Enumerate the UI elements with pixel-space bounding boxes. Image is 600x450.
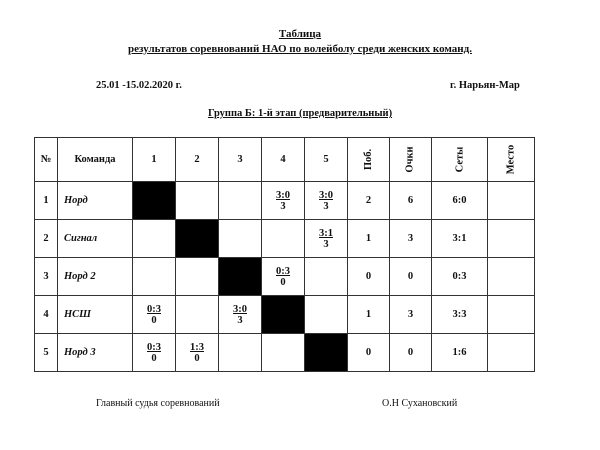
table-row	[35, 258, 535, 296]
row-wins: 1	[348, 220, 390, 258]
row-points: 6	[390, 182, 432, 220]
match-score: 0:3	[276, 265, 290, 277]
match-points: 0	[151, 352, 157, 364]
row-num: 5	[35, 334, 58, 372]
row-sets: 1:6	[432, 334, 488, 372]
chief-judge-title: Главный судья соревнований	[96, 398, 220, 409]
match-points: 0	[280, 276, 286, 288]
results-table	[34, 137, 535, 372]
score-cell	[219, 220, 262, 258]
group-title: Группа Б: 1-й этап (предварительный)	[207, 108, 393, 119]
row-place	[488, 182, 535, 220]
row-points: 3	[390, 296, 432, 334]
table-row	[35, 296, 535, 334]
table-row	[35, 334, 535, 372]
score-cell	[133, 220, 176, 258]
row-sets: 3:3	[432, 296, 488, 334]
score-cell	[219, 334, 262, 372]
self-cell	[305, 334, 348, 372]
row-wins: 2	[348, 182, 390, 220]
score-cell	[219, 182, 262, 220]
table-row	[35, 182, 535, 220]
header-col-4: 4	[262, 138, 305, 182]
match-score: 3:0	[233, 303, 247, 315]
match-points: 3	[323, 200, 329, 212]
match-score: 0:3	[147, 303, 161, 315]
header-points-label: Очки	[404, 146, 416, 173]
row-num: 4	[35, 296, 58, 334]
score-cell	[219, 296, 262, 334]
header-col-2: 2	[176, 138, 219, 182]
header-sets-label: Сеты	[453, 146, 465, 173]
row-num: 2	[35, 220, 58, 258]
score-cell	[305, 220, 348, 258]
header-num: №	[35, 138, 58, 182]
match-points: 3	[237, 314, 243, 326]
match-result	[219, 304, 261, 326]
self-cell	[133, 182, 176, 220]
header-sets	[432, 138, 488, 182]
document-subtitle: результатов соревнований НАО по волейболу среди женских команд.	[128, 43, 472, 55]
match-result	[305, 228, 347, 250]
header-col-5: 5	[305, 138, 348, 182]
score-cell	[305, 258, 348, 296]
row-place	[488, 220, 535, 258]
row-place	[488, 334, 535, 372]
chief-judge-name: О.Н Сухановский	[382, 398, 458, 409]
row-team: НСШ	[58, 296, 133, 334]
header-col-3: 3	[219, 138, 262, 182]
row-sets: 0:3	[432, 258, 488, 296]
competition-dates: 25.01 -15.02.2020 г.	[96, 80, 182, 91]
row-team: Норд 3	[58, 334, 133, 372]
row-sets: 6:0	[432, 182, 488, 220]
match-result	[133, 342, 175, 364]
match-score: 3:1	[319, 227, 333, 239]
match-score: 3:0	[276, 189, 290, 201]
self-cell	[176, 220, 219, 258]
header-wins	[348, 138, 390, 182]
table-row	[35, 220, 535, 258]
score-cell	[176, 334, 219, 372]
row-points: 0	[390, 258, 432, 296]
table-header-row	[35, 138, 535, 182]
match-points: 3	[323, 238, 329, 250]
row-points: 0	[390, 334, 432, 372]
match-points: 0	[151, 314, 157, 326]
competition-city: г. Нарьян-Мар	[450, 80, 520, 91]
score-cell	[133, 258, 176, 296]
row-place	[488, 258, 535, 296]
header-team: Команда	[58, 138, 133, 182]
match-result	[305, 190, 347, 212]
row-num: 1	[35, 182, 58, 220]
self-cell	[219, 258, 262, 296]
document-title: Таблица	[278, 28, 322, 40]
row-points: 3	[390, 220, 432, 258]
row-sets: 3:1	[432, 220, 488, 258]
row-wins: 0	[348, 258, 390, 296]
score-cell	[262, 220, 305, 258]
score-cell	[262, 334, 305, 372]
row-wins: 1	[348, 296, 390, 334]
header-points	[390, 138, 432, 182]
row-team: Сигнал	[58, 220, 133, 258]
score-cell	[305, 182, 348, 220]
score-cell	[262, 258, 305, 296]
row-team: Норд	[58, 182, 133, 220]
table-body	[35, 182, 535, 372]
header-place	[488, 138, 535, 182]
score-cell	[133, 334, 176, 372]
match-result	[262, 190, 304, 212]
match-points: 0	[194, 352, 200, 364]
match-result	[133, 304, 175, 326]
match-score: 3:0	[319, 189, 333, 201]
header-col-1: 1	[133, 138, 176, 182]
score-cell	[176, 182, 219, 220]
self-cell	[262, 296, 305, 334]
match-result	[262, 266, 304, 288]
row-team: Норд 2	[58, 258, 133, 296]
score-cell	[176, 258, 219, 296]
match-result	[176, 342, 218, 364]
match-score: 0:3	[147, 341, 161, 353]
score-cell	[305, 296, 348, 334]
header-wins-label: Поб.	[362, 148, 374, 171]
row-num: 3	[35, 258, 58, 296]
header-place-label: Место	[505, 144, 517, 175]
score-cell	[262, 182, 305, 220]
match-score: 1:3	[190, 341, 204, 353]
match-points: 3	[280, 200, 286, 212]
score-cell	[176, 296, 219, 334]
row-place	[488, 296, 535, 334]
score-cell	[133, 296, 176, 334]
row-wins: 0	[348, 334, 390, 372]
